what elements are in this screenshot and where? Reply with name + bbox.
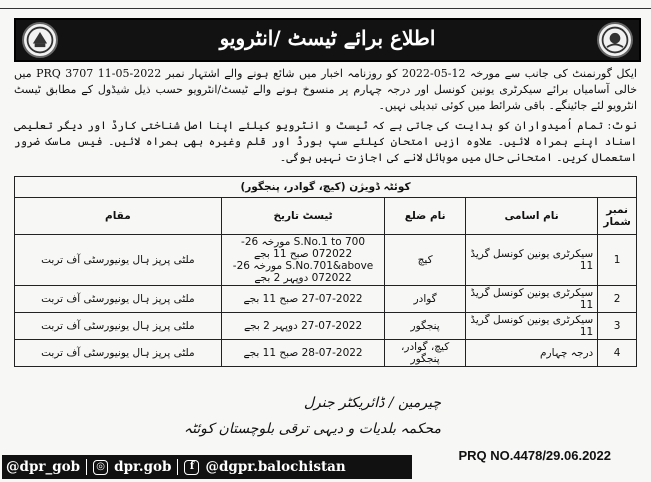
- header-district: نام ضلع: [385, 198, 466, 235]
- row-post: درجہ چہارم: [465, 340, 597, 367]
- signature-title: چیرمین / ڈائریکٹر جنرل: [303, 395, 441, 411]
- facebook-icon: f: [184, 460, 199, 475]
- row-district: پنجگور: [385, 313, 466, 340]
- table-row: [15, 340, 637, 367]
- twitter-handle[interactable]: @dpr_gob: [6, 459, 81, 475]
- signature-block: [184, 390, 441, 442]
- footer-divider: [177, 459, 178, 475]
- row-district: کیچ، گوادر، پنجگور: [385, 340, 466, 367]
- row-date: 27-07-2022 دوپہر 2 بجے: [221, 313, 385, 340]
- footer-divider: [86, 459, 87, 475]
- row-serial: 2: [598, 286, 637, 313]
- row-serial: 1: [598, 235, 637, 286]
- row-venue: ملٹی پرپز ہال یونیورسٹی آف تربت: [15, 235, 222, 286]
- department-emblem-icon: [22, 22, 58, 58]
- instagram-icon: ◎: [93, 460, 108, 475]
- instagram-handle[interactable]: dpr.gob: [114, 459, 172, 475]
- row-date-line: S.No.1 to 700 مورخہ 26-072022 صبح 11 بجے: [241, 236, 366, 260]
- prq-number: PRQ NO.4478/29.06.2022: [458, 448, 611, 463]
- row-post: سیکرٹری یونین کونسل گریڈ 11: [465, 313, 597, 340]
- header-venue: مقام: [15, 198, 222, 235]
- region-title: کوئٹہ ڈویژن (کیچ، گوادر، پنجگور): [15, 177, 637, 198]
- title-banner: [14, 18, 641, 62]
- schedule-table: [14, 176, 637, 367]
- row-district: گوادر: [385, 286, 466, 313]
- facebook-handle[interactable]: @dgpr.balochistan: [205, 459, 346, 475]
- row-date: 27-07-2022 صبح 11 بجے: [221, 286, 385, 313]
- table-row: [15, 313, 637, 340]
- page-title: اطلاع برائے ٹیسٹ /انٹرویو: [219, 26, 436, 50]
- row-date: [221, 235, 385, 286]
- row-serial: 4: [598, 340, 637, 367]
- row-venue: ملٹی پرپز ہال یونیورسٹی آف تربت: [15, 286, 222, 313]
- note-paragraph: نوٹ: تمام اُمیدواران کو ہدایت کی جاتی ہے کہ ٹیسٹ و انٹرویو کیلئے اپنا اصل شناختی کارڈ اور دیگر تعلیمی اسناد اپنے ہمراہ لائیں۔ علاوہ ازیں امتحان کیلئے سپ بورڈ اور قلم وغیرہ بھی ہمراہ لائیں۔ فیس ماسک ضرور استعمال کریں۔ امتحانی حال میں موبائل لانے کی اجازت نہیں ہوگی۔: [14, 119, 637, 164]
- header-post: نام اسامی: [465, 198, 597, 235]
- row-district: کیچ: [385, 235, 466, 286]
- row-venue: ملٹی پرپز ہال یونیورسٹی آف تربت: [15, 313, 222, 340]
- row-post: سیکرٹری یونین کونسل گریڈ 11: [465, 235, 597, 286]
- row-date-line: S.No.701&above مورخہ 26-072022 دوپہر 2 بجے: [232, 260, 374, 284]
- government-emblem-icon: [597, 22, 633, 58]
- header-date: ٹیسٹ تاریخ: [221, 198, 385, 235]
- header-serial: نمبر شمار: [598, 198, 637, 235]
- intro-paragraph: ایکل گورنمنٹ کی جانب سے مورخہ 12-05-2022 کو روزنامہ اخبار میں شائع ہونے والے اشتہار نمبر PRQ 3707 11-05-2022 میں خالی آسامیاں برائے سیکرٹری یونین کونسل اور درجہ چہارم پر منسوخ ہونے والے ٹیسٹ/انٹرویو حسب ذیل شیڈول کے مطابق ٹیسٹ انٹرویو لئے جائینگے۔ باقی شرائط میں کوئی تبدیلی نہیں۔: [14, 67, 637, 112]
- top-strip: [0, 0, 651, 9]
- row-serial: 3: [598, 313, 637, 340]
- table-row: [15, 286, 637, 313]
- social-footer: [2, 455, 412, 479]
- row-date: 28-07-2022 صبح 11 بجے: [221, 340, 385, 367]
- row-post: سیکرٹری یونین کونسل گریڈ 11: [465, 286, 597, 313]
- table-row: [15, 235, 637, 286]
- row-venue: ملٹی پرپز ہال یونیورسٹی آف تربت: [15, 340, 222, 367]
- signature-department: محکمہ بلدیات و دیہی ترقی بلوچستان کوئٹہ: [183, 421, 441, 437]
- table-header-row: [15, 198, 637, 235]
